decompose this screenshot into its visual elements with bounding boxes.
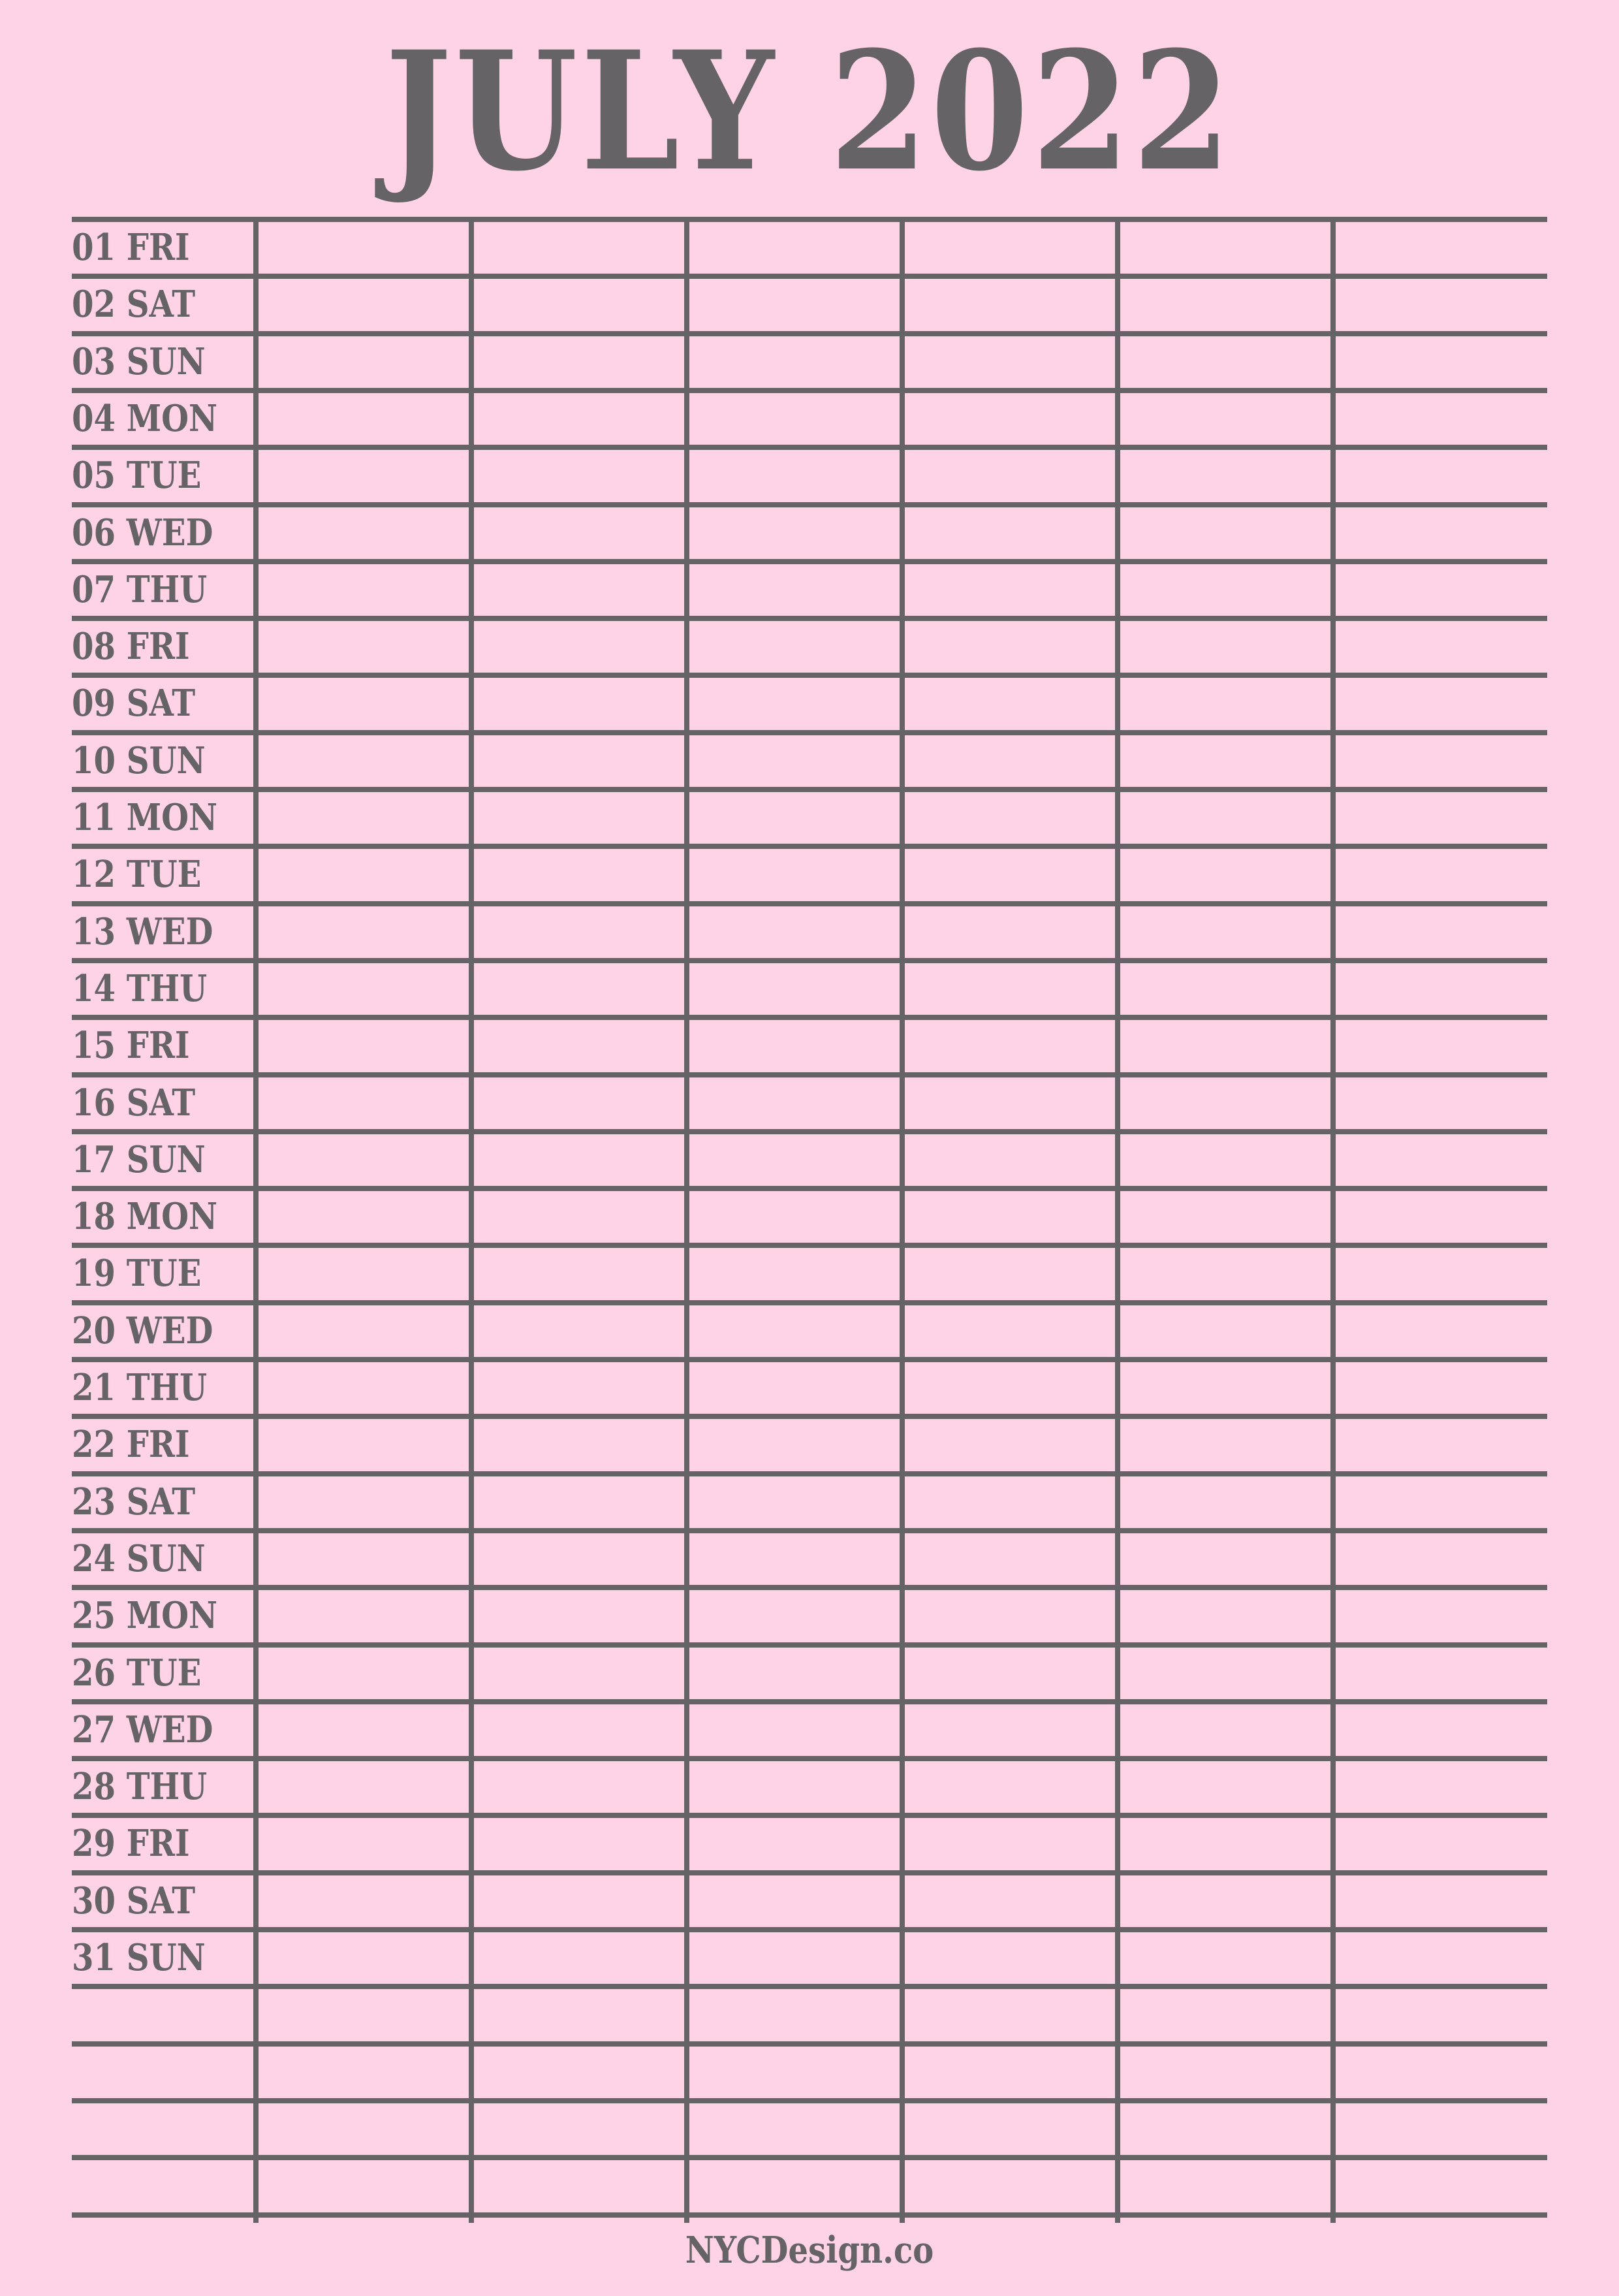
day-label: 03 SUN xyxy=(72,340,206,383)
row-divider xyxy=(72,1699,1547,1704)
day-label: 22 FRI xyxy=(72,1423,190,1467)
day-label: 31 SUN xyxy=(72,1936,206,1979)
day-label: 17 SUN xyxy=(72,1138,206,1181)
row-divider xyxy=(72,958,1547,963)
row-divider xyxy=(72,274,1547,279)
row-divider xyxy=(72,1186,1547,1191)
day-label: 11 MON xyxy=(72,796,218,839)
row-divider xyxy=(72,787,1547,792)
day-label: 05 TUE xyxy=(72,454,202,498)
row-divider xyxy=(72,217,1547,222)
day-label: 18 MON xyxy=(72,1195,218,1239)
row-divider xyxy=(72,1015,1547,1020)
day-label: 04 MON xyxy=(72,396,218,440)
row-divider xyxy=(72,1984,1547,1989)
row-divider xyxy=(72,2155,1547,2160)
day-label: 28 THU xyxy=(72,1765,208,1809)
row-divider xyxy=(72,1528,1547,1533)
row-divider xyxy=(72,1129,1547,1134)
day-label: 12 TUE xyxy=(72,853,202,897)
column-divider xyxy=(1330,219,1336,2223)
row-divider xyxy=(72,1756,1547,1761)
day-label: 10 SUN xyxy=(72,739,206,782)
row-divider xyxy=(72,901,1547,906)
row-divider xyxy=(72,1870,1547,1875)
day-label: 01 FRI xyxy=(72,226,190,269)
day-label: 26 TUE xyxy=(72,1651,202,1695)
row-divider xyxy=(72,1243,1547,1248)
row-divider xyxy=(72,502,1547,507)
row-divider xyxy=(72,844,1547,849)
row-divider xyxy=(72,616,1547,621)
row-divider xyxy=(72,1585,1547,1590)
day-label: 06 WED xyxy=(72,511,213,554)
row-divider xyxy=(72,673,1547,678)
day-label: 13 WED xyxy=(72,910,213,953)
row-divider xyxy=(72,331,1547,336)
row-divider xyxy=(72,2041,1547,2047)
row-divider xyxy=(72,388,1547,393)
row-divider xyxy=(72,1072,1547,1077)
row-divider xyxy=(72,1927,1547,1932)
day-label: 23 SAT xyxy=(72,1480,196,1523)
day-label: 30 SAT xyxy=(72,1879,196,1922)
day-label: 14 THU xyxy=(72,966,208,1010)
row-divider xyxy=(72,1414,1547,1419)
page-title: JULY 2022 xyxy=(385,15,1234,207)
column-divider xyxy=(253,219,259,2223)
footer-credit: NYCDesign.co xyxy=(685,2229,934,2272)
day-label: 08 FRI xyxy=(72,625,190,669)
row-divider xyxy=(72,1357,1547,1362)
day-label: 19 TUE xyxy=(72,1252,202,1296)
day-label: 27 WED xyxy=(72,1708,213,1751)
day-label: 15 FRI xyxy=(72,1024,190,1068)
row-divider xyxy=(72,730,1547,735)
row-divider xyxy=(72,2212,1547,2218)
column-divider xyxy=(684,219,689,2223)
row-divider xyxy=(72,1300,1547,1305)
day-label: 29 FRI xyxy=(72,1822,190,1866)
day-label: 20 WED xyxy=(72,1309,213,1352)
column-divider xyxy=(469,219,474,2223)
day-label: 07 THU xyxy=(72,567,208,611)
row-divider xyxy=(72,1642,1547,1648)
row-divider xyxy=(72,2098,1547,2103)
day-label: 16 SAT xyxy=(72,1081,196,1124)
row-divider xyxy=(72,445,1547,450)
day-label: 25 MON xyxy=(72,1594,218,1638)
day-label: 02 SAT xyxy=(72,283,196,327)
column-divider xyxy=(900,219,905,2223)
day-label: 09 SAT xyxy=(72,682,196,725)
row-divider xyxy=(72,559,1547,564)
row-divider xyxy=(72,1813,1547,1818)
row-divider xyxy=(72,1471,1547,1476)
day-label: 21 THU xyxy=(72,1366,208,1409)
day-label: 24 SUN xyxy=(72,1537,206,1580)
column-divider xyxy=(1115,219,1120,2223)
